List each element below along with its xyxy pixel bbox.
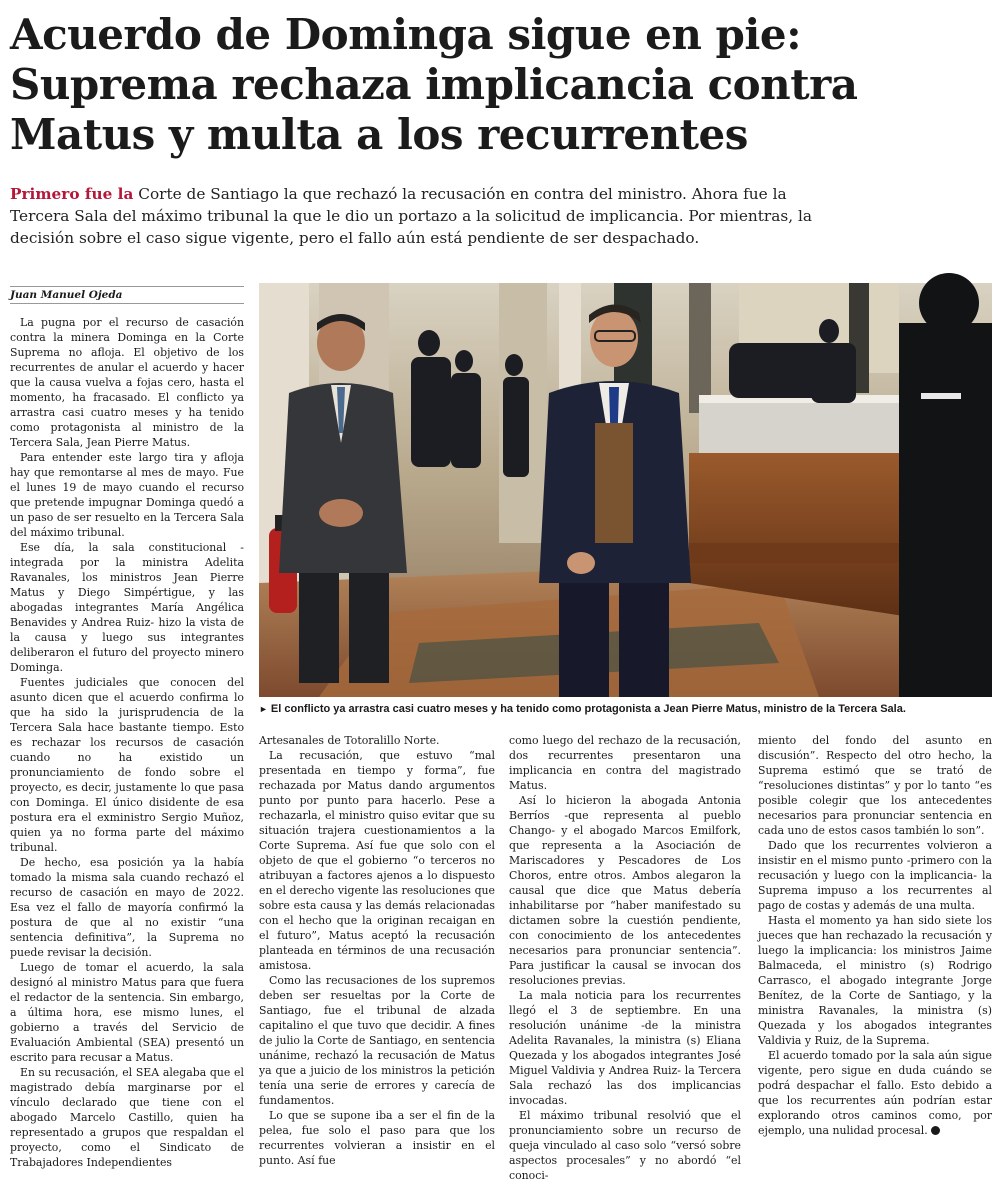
column-2 [259,733,495,1167]
column-4 [758,733,992,1163]
body-paragraph: Luego de tomar el acuerdo, la sala designó al ministro Matus para que fuera el redactor de la sentencia. Sin embargo, a última hora, ese mismo lunes, el gobierno a través del Servicio de Evaluación Ambiental (SEA) presentó un escrito para recusar a Matus. [10,961,244,1064]
body-paragraph: La recusación, que estuvo “mal presentada en tiempo y forma”, fue rechazada por Matus dando argumentos punto por punto para hacerlo. Pese a rechazarla, el ministro quiso evitar que su situación trajera cuestionamientos a la Corte Suprema. Así fue que solo con el objeto de que el gobierno “o terceros no atribuyan a factores ajenos a lo dispuesto en el derecho vigente las resoluciones que sobre esta causa y las demás relacionadas con el hecho que la originan recaigan en el futuro”, Matus aceptó la recusación planteada en términos de una recusación amistosa. [259,749,495,972]
byline: Juan Manuel Ojeda [10,286,244,304]
body-paragraph: Dado que los recurrentes volvieron a insistir en el mismo punto -primero con la recusación y luego con la implicancia- la Suprema impuso a los recurrentes al pago de costas y además de una multa. [758,839,992,912]
headline-line-1: Acuerdo de Dominga sigue en pie: [10,10,802,59]
body-paragraph: Lo que se supone iba a ser el fin de la pelea, fue solo el paso para que los recurrentes volvieran a insistir en el punto. Así fue [259,1109,495,1167]
body-paragraph-continued: miento del fondo del asunto en discusión”. Respecto del otro hecho, la Suprema estimó que se trató de “resoluciones distintas” y por lo tanto “es posible colegir que los antecedentes necesarios para pronunciar sentencia en cada uno de estos casos también lo son”. [758,734,992,837]
body-paragraph: Para entender este largo tira y afloja hay que remontarse al mes de mayo. Fue el lunes 19 de mayo cuando el recurso que pretende impugnar Dominga quedó a un paso de ser resuelto en la Tercera Sala del máximo tribunal. [10,451,244,539]
body-paragraph: La pugna por el recurso de casación contra la minera Dominga en la Corte Suprema no afloja. El objetivo de los recurrentes de anular el acuerdo y hacer que la causa vuelva a fojas cero, hasta el momento, ha fracasado. El conflicto ya arrastra casi cuatro meses y ha tenido como protagonista al ministro de la Tercera Sala, Jean Pierre Matus. [10,316,244,449]
body-paragraph-final [758,1048,992,1138]
caption-arrow-icon: ► [259,704,268,714]
headline-line-3: Matus y multa a los recurrentes [10,110,748,159]
body-paragraph: El máximo tribunal resolvió que el pronunciamiento sobre un recurso de queja vinculado al caso solo “versó sobre aspectos procesales” y no abordó “el conoci- [509,1109,741,1182]
caption-text: El conflicto ya arrastra casi cuatro meses y ha tenido como protagonista a Jean Pierre Matus, ministro de la Tercera Sala. [270,703,906,715]
body-paragraph-continued: como luego del rechazo de la recusación, dos recurrentes presentaron una implicancia en contra del magistrado Matus. [509,734,741,792]
body-paragraph: Fuentes judiciales que conocen del asunto dicen que el acuerdo confirma lo que ha sido la jurisprudencia de la Tercera Sala hace bastante tiempo. Esto es rechazar los recursos de casación cuando no ha existido un pronunciamiento de fondo sobre el proyecto, es decir, justamente lo que pasa con Dominga. El único disidente de esa postura era el exministro Sergio Muñoz, quien ya no forma parte del máximo tribunal. [10,676,244,854]
lead-intro: Primero fue la [10,185,134,203]
body-paragraph: De hecho, esa posición ya la había tomado la misma sala cuando rechazó el recurso de casación en mayo de 2022. Esa vez el fallo de mayoría confirmó la postura de que al no existir “una sentencia definitiva”, la Suprema no puede revisar la decisión. [10,856,244,959]
headline [10,10,990,160]
body-paragraph: Hasta el momento ya han sido siete los jueces que han rechazado la recusación y luego la implicancia: los ministros Jaime Balmaceda, el ministro (s) Rodrigo Carrasco, el abogado integrante Jorge Benítez, de la Corte de Santiago, y la ministra Ravanales, la ministra (s) Quezada y los abogados integrantes Valdivia y Ruiz, de la Suprema. [758,914,992,1047]
body-paragraph: Así lo hicieron la abogada Antonia Berríos -que representa al pueblo Chango- y el abogado Marcos Emilfork, que representa a la Asociación de Mariscadores y Pescadores de Los Choros, entre otros. Ambos alegaron la causal que dice que Matus debería inhabilitarse por “haber manifestado su dictamen sobre la cuestión pendiente, con conocimiento de los antecedentes necesarios para pronunciar sentencia”. Para justificar la causal se invocan dos resoluciones previas. [509,794,741,987]
body-paragraph: En su recusación, el SEA alegaba que el magistrado debía marginarse por el vínculo declarado que tiene con el abogado Marcelo Castillo, quien ha representado a grupos que respaldan el proyecto, como el Sindicato de Trabajadores Independientes [10,1066,244,1169]
body-paragraph-continued: Artesanales de Totoralillo Norte. [259,734,440,747]
end-of-article-icon [931,1126,940,1135]
lead-text: Corte de Santiago la que rechazó la recusación en contra del ministro. Ahora fue la Tercera Sala del máximo tribunal la que le dio un portazo a la solicitud de implicancia. Por mientras, la decisión sobre el caso sigue vigente, pero el fallo aún está pendiente de ser despachado. [10,185,812,247]
body-paragraph: Ese día, la sala constitucional -integrada por la ministra Adelita Ravanales, los ministros Jean Pierre Matus y Diego Simpértigue, y las abogadas integrantes María Angélica Benavides y Andrea Ruiz- hizo la vista de la causa y luego sus integrantes deliberaron el futuro del proyecto minero Dominga. [10,541,244,674]
headline-line-2: Suprema rechaza implicancia contra [10,60,858,109]
lead-paragraph [10,183,840,249]
column-1 [10,315,244,1169]
body-paragraph: La mala noticia para los recurrentes llegó el 3 de septiembre. En una resolución unánime -de la ministra Adelita Ravanales, la ministra (s) Eliana Quezada y los abogados integrantes José Miguel Valdivia y Andrea Ruiz- la Tercera Sala rechazó las dos implicancias invocadas. [509,989,741,1107]
photo-caption [259,702,992,717]
article-photo [259,283,992,697]
final-paragraph-text: El acuerdo tomado por la sala aún sigue vigente, pero sigue en duda cuándo se podrá despachar el fallo. Esto debido a que los recurrentes aún podrían estar explorando otros caminos como, por ejemplo, una nulidad procesal. [758,1049,992,1137]
column-3 [509,733,741,1182]
body-paragraph: Como las recusaciones de los supremos deben ser resueltas por la Corte de Santiago, fue el tribunal de alzada capitalino el que tuvo que decidir. A fines de julio la Corte de Santiago, en sentencia unánime, rechazó la recusación de Matus ya que a juicio de los ministros la petición tenía una serie de errores y carecía de fundamentos. [259,974,495,1107]
